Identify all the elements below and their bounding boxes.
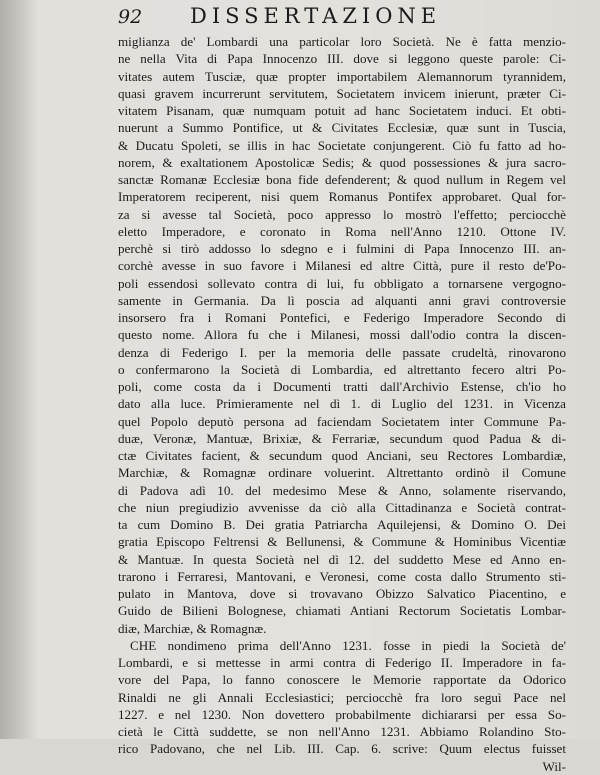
text-line: 1227. e nel 1230. Non dovettero probabilmente dichiararsi per essa So- bbox=[118, 706, 566, 722]
text-line: insorsero fra i Romani Pontefici, e Federigo Imperadore Secondo di bbox=[118, 310, 566, 325]
text-line: cietà le Città suddette, se non nell'Anno 1231. Abbiamo Rolandino Sto- bbox=[118, 724, 566, 739]
text-line: nuerunt a Summo Pontifice, ut & Civitates Ecclesiæ, quæ sunt in Tuscia, bbox=[118, 120, 566, 136]
text-line: quel Popolo deputò persona ad faciendam Societatem inter Commune Pa- bbox=[118, 413, 566, 429]
text-line: ne nella Vita di Papa Innocenzo III. dove si leggono queste parole: Ci- bbox=[118, 51, 566, 67]
text-line: & Mantuæ. In questa Società nel dì 12. del suddetto Mese ed Anno en- bbox=[118, 551, 566, 567]
text-line: poli essendosi sollevato contra di lui, fu obbligato a tornarsene vergogno- bbox=[118, 275, 566, 291]
text-line: miglianza de' Lombardi una particolar loro Società. Ne è fatta menzio- bbox=[118, 34, 566, 49]
text-line: rico Padovano, che nel Lib. III. Cap. 6. scrive: Quum electus fuisset bbox=[118, 741, 566, 757]
text-line: perchè si tirò addosso lo sdegno e i fulmini di Papa Innocenzo III. an- bbox=[118, 241, 566, 256]
text-line: gratia Episcopo Feltrensi & Bellunensi, & Commune & Hominibus Vicentiæ bbox=[118, 534, 566, 550]
text-line: duæ, Veronæ, Mantuæ, Brixiæ, & Ferrariæ, secundum quod Padua & di- bbox=[118, 430, 566, 446]
text-line: CHE nondimeno prima dell'Anno 1231. fosse in piedi la Società de' bbox=[130, 637, 566, 653]
text-line: vore del Papa, lo fanno conoscere le Memorie rapportate da Odorico bbox=[118, 672, 566, 688]
text-line: corchè avesse in suo favore i Milanesi ed altre Città, pure il resto de'Po- bbox=[118, 258, 566, 274]
text-line: o confermarono la Società di Lombardia, ed altrettanto fecero altri Po- bbox=[118, 361, 566, 377]
text-line: questo nome. Allora fu che i Milanesi, mossi dall'odio contra la discen- bbox=[118, 327, 566, 343]
text-line: Rinaldi ne gli Annali Ecclesiastici; perciocchè fra loro seguì Pace nel bbox=[118, 689, 566, 705]
text-line: norem, & exaltationem Apostolicæ Sedis; & quod possessiones & jura sacro- bbox=[118, 154, 566, 170]
text-line: ta cum Domino B. Dei gratia Patriarcha Aquilejensi, & Domino O. Dei bbox=[118, 517, 566, 532]
page-header bbox=[118, 2, 588, 30]
page-number: 92 bbox=[118, 6, 143, 28]
spine-shadow bbox=[0, 0, 40, 739]
text-line: sanctæ Romanæ Ecclesiæ bona fide defenderent; & quod nullum in Regem vel bbox=[118, 172, 566, 187]
text-line: samente in Germania. Da lì poscia ad alquanti anni gravi controversie bbox=[118, 292, 566, 308]
text-line: & Ducatu Spoleti, se illis in hac Societate conjungerent. Ciò fu fatto ad ho- bbox=[118, 137, 566, 153]
text-line: pulato in Mantova, dove si trovavano Obizzo Salvatico Piacentino, e bbox=[118, 586, 566, 601]
body-text bbox=[118, 33, 566, 775]
text-line: Imperatorem reciperent, nisi quem Romanus Pontifex approbaret. Qual for- bbox=[118, 189, 566, 205]
text-line: Guido de Bilieni Bolognese, chiamati Antiani Rectorum Societatis Lombar- bbox=[118, 603, 566, 619]
text-line: ctæ Civitates facient, & secundum quod Anciani, seu Rectores Lombardiæ, bbox=[118, 448, 566, 463]
text-line: che niun pregiudizio avvenisse da ciò alla Cittadinanza e Società contrat- bbox=[118, 499, 566, 515]
text-line: poli, come costa da i Documenti tratti dall'Archivio Estense, ch'io ho bbox=[118, 379, 566, 394]
text-line: diæ, Marchiæ, & Romagnæ. bbox=[118, 620, 267, 636]
text-line: dato alla luce. Primieramente nel dì 1. di Luglio del 1231. in Vicenza bbox=[118, 396, 566, 412]
text-line: Marchiæ, & Romagnæ ordinare voluerint. Altrettanto ordinò il Comune bbox=[118, 465, 566, 481]
text-line: Wil- bbox=[542, 758, 566, 774]
running-title: DISSERTAZIONE bbox=[190, 4, 442, 28]
text-line: denza di Federigo I. per la memoria delle passate crudeltà, rinovarono bbox=[118, 344, 566, 360]
text-line: vitates autem Tusciæ, quæ propter importabilem Alemannorum tyrannidem, bbox=[118, 68, 566, 84]
text-line: vitatem Pisanam, quæ numquam potuit ad hanc Societatem induci. Et obti- bbox=[118, 103, 566, 118]
text-line: Lombardi, e si mettesse in armi contra di Federigo II. Imperadore in fa- bbox=[118, 655, 566, 670]
text-line: di Padova adì 10. del medesimo Mese & Anno, solamente riservando, bbox=[118, 482, 566, 498]
text-line: eletto Imperadore, e coronato in Roma nell'Anno 1210. Ottone IV. bbox=[118, 223, 566, 239]
text-line: trarono i Ferraresi, Mantovani, e Veronesi, come costa dallo Strumento sti- bbox=[118, 568, 566, 584]
text-line: quasi gravem incurrerunt servitutem, Societatem invicem inierunt, præter Ci- bbox=[118, 85, 566, 101]
text-line: za si avesse tal Società, poco appresso lo mostrò l'effetto; perciocchè bbox=[118, 206, 566, 222]
